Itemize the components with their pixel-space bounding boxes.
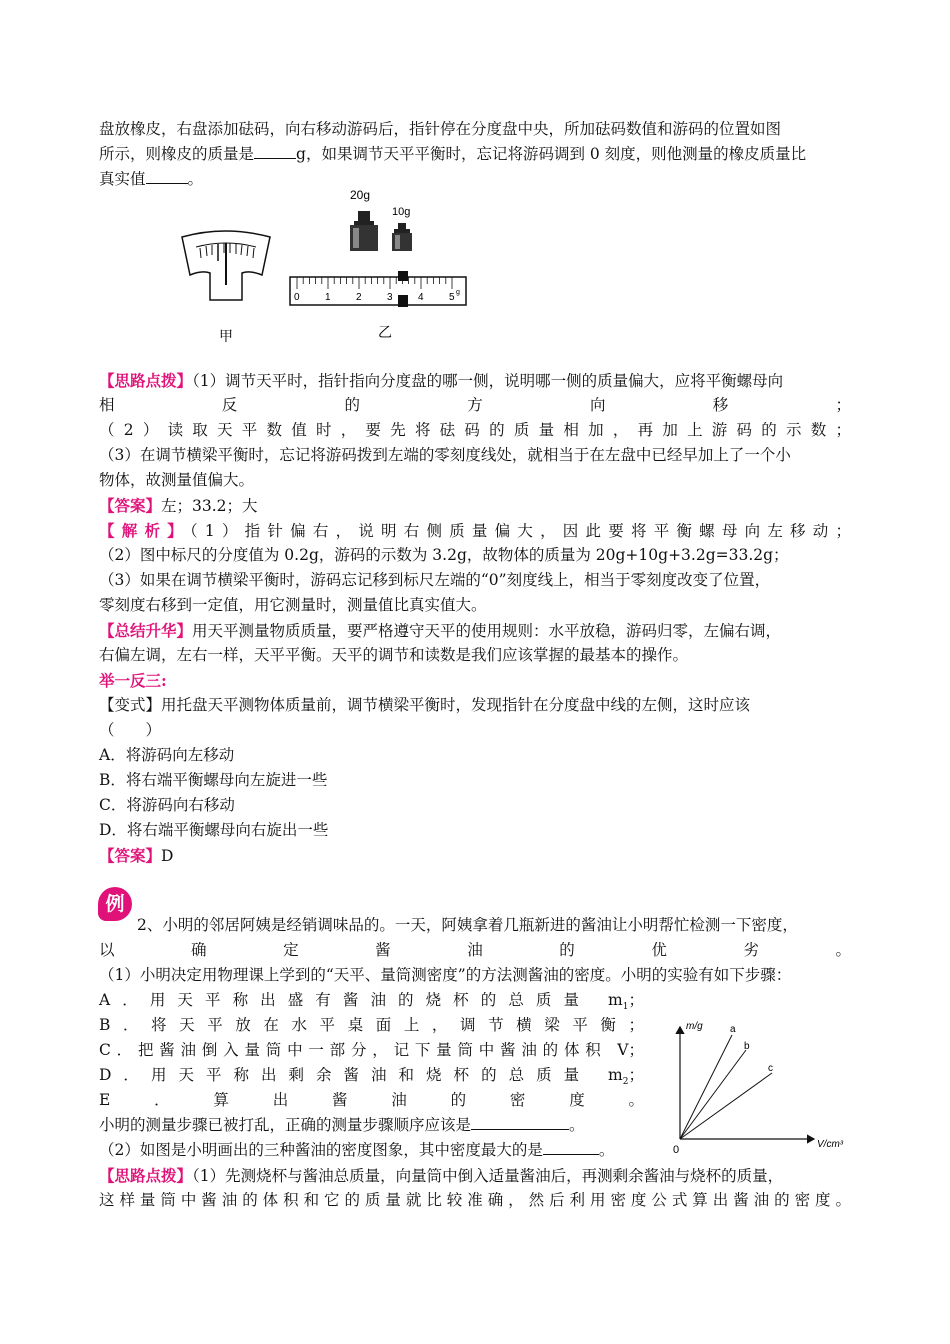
rider-scale <box>290 271 466 307</box>
y-axis-label: m/g <box>686 1021 703 1032</box>
blank-order <box>471 1115 569 1130</box>
weight-20g <box>350 188 378 251</box>
option-c: C．将游码向右移动 <box>99 796 235 814</box>
step-e: E．算出酱油的密度。 <box>99 1091 644 1109</box>
hint1-line-1: 【思路点拨】（1）调节天平时，指针指向分度盘的哪一侧，说明哪一侧的质量偏大，应将平衡螺母向 <box>99 371 784 390</box>
hint1-line-2: 相反的方向移； <box>99 396 851 414</box>
svg-text:20g: 20g <box>350 188 371 202</box>
line-c-label: c <box>768 1063 773 1074</box>
line-b-label: b <box>744 1041 750 1052</box>
blank-mass <box>254 144 296 159</box>
intro-line-1: 盘放橡皮，右盘添加砝码，向右移动游码后，指针停在分度盘中央，所加砝码数值和游码的位置如图 <box>99 120 782 138</box>
hint2-line-2: 这样量筒中酱油的体积和它的质量就比较准确，然后利用密度公式算出酱油的密度。 <box>99 1191 851 1209</box>
svg-text:10g: 10g <box>392 206 411 218</box>
tick-label: 3 <box>387 292 393 303</box>
rider-bottom <box>398 295 408 307</box>
option-d: D．将右端平衡螺母向右旋出一些 <box>99 821 329 839</box>
line-a <box>680 1035 732 1139</box>
summary-tag: 【总结升华】 <box>99 621 193 640</box>
example2-line-2: 以确定酱油的优劣。 <box>99 941 851 959</box>
answer-tag: 【答案】 <box>99 496 162 515</box>
example2-line-3: （1）小明决定用物理课上学到的“天平、量筒测密度”的方法测酱油的密度。小明的实验有如下步骤： <box>99 966 792 984</box>
tick-label: 0 <box>294 292 300 303</box>
tick-label: 4 <box>418 292 424 303</box>
step-b: B．将天平放在水平桌面上，调节横梁平衡； <box>99 1016 644 1034</box>
label-jia: 甲 <box>219 328 233 344</box>
blank-density <box>543 1140 599 1155</box>
hint2-line-1: 【思路点拨】（1）先测烧杯与酱油总质量，向量筒中倒入适量酱油后，再测剩余酱油与烧杯的质量， <box>99 1166 784 1185</box>
hint-tag: 【思路点拨】 <box>99 1166 193 1185</box>
tick-unit: g <box>456 289 460 296</box>
line-a-label: a <box>730 1024 736 1035</box>
line-c <box>680 1073 772 1139</box>
hint1-line-3: （2）读取天平数值时，要先将砝码的质量相加，再加上游码的示数； <box>99 421 851 439</box>
analysis-tag: 【解析】 <box>99 521 190 540</box>
x-axis-label: V/cm³ <box>817 1139 844 1150</box>
order-question: 小明的测量步骤已被打乱，正确的测量步骤顺序应该是 。 <box>99 1116 585 1134</box>
hint-tag: 【思路点拨】 <box>99 371 193 390</box>
example-badge: 例 <box>98 887 132 921</box>
example2-line-1: 2、小明的邻居阿姨是经销调味品的。一天，阿姨拿着几瓶新进的酱油让小明帮忙检测一下密度， <box>137 916 798 934</box>
tick-label: 2 <box>356 292 362 303</box>
analysis-line-2: （2）图中标尺的分度值为 0.2g，游码的示数为 3.2g，故物体的质量为 20g+10g+3.2g=33.2g； <box>99 546 789 564</box>
practice-heading: 举一反三: <box>99 671 167 690</box>
density-question: （2）如图是小明画出的三种酱油的密度图象，其中密度最大的是 。 <box>99 1141 615 1159</box>
scale-dial <box>182 231 270 300</box>
analysis-line-3: （3）如果在调节横梁平衡时，游码忘记移到标尺左端的“0”刻度线上，相当于零刻度改变了位置， <box>99 571 771 589</box>
hint1-line-5: 物体，故测量值偏大。 <box>99 471 255 489</box>
summary-line-1: 【总结升华】用天平测量物质质量，要严格遵守天平的使用规则：水平放稳，游码归零，左偏右调， <box>99 621 782 640</box>
analysis-line-4: 零刻度右移到一定值，用它测量时，测量值比真实值大。 <box>99 596 487 614</box>
option-a: A．将游码向左移动 <box>99 746 235 764</box>
analysis-line-1: 【解析】（1）指针偏右，说明右侧质量偏大，因此要将平衡螺母向左移动； <box>99 521 851 540</box>
intro-line-2: 所示，则橡皮的质量是 g，如果调节天平平衡时，忘记将游码调到 0 刻度，则他测量的橡皮质量比 <box>99 145 807 163</box>
answer1: 【答案】左；33.2；大 <box>99 496 258 515</box>
practice-answer: 【答案】D <box>99 846 174 865</box>
intro-line-3: 真实值 。 <box>99 170 204 188</box>
origin-label: 0 <box>673 1144 680 1156</box>
density-graph <box>662 1015 862 1165</box>
practice-question-1: 【变式】用托盘天平测物体质量前，调节横梁平衡时，发现指针在分度盘中线的左侧，这时应该 <box>99 696 751 714</box>
summary-line-2: 右偏左调，左右一样，天平平衡。天平的调节和读数是我们应该掌握的最基本的操作。 <box>99 646 689 664</box>
practice-question-2: （ ） <box>99 721 162 739</box>
label-yi: 乙 <box>378 324 392 340</box>
rider-top <box>398 271 408 281</box>
step-a: A．用天平称出盛有酱油的烧杯的总质量 $m_1$； <box>99 991 644 1013</box>
step-d: D．用天平称出剩余酱油和烧杯的总质量 $m_2$； <box>99 1066 644 1088</box>
option-b: B．将右端平衡螺母向左旋进一些 <box>99 771 328 789</box>
tick-label: 1 <box>325 292 331 303</box>
tick-label: 5 <box>449 292 455 303</box>
weight-10g <box>392 206 412 251</box>
line-b <box>680 1050 746 1139</box>
blank-compare <box>146 169 188 184</box>
step-c: C．把酱油倒入量筒中一部分，记下量筒中酱油的体积 V； <box>99 1041 644 1059</box>
hint1-line-4: （3）在调节横梁平衡时，忘记将游码拨到左端的零刻度线处，就相当于在左盘中已经早加上了一个小 <box>99 446 791 464</box>
balance-figure <box>170 185 490 345</box>
